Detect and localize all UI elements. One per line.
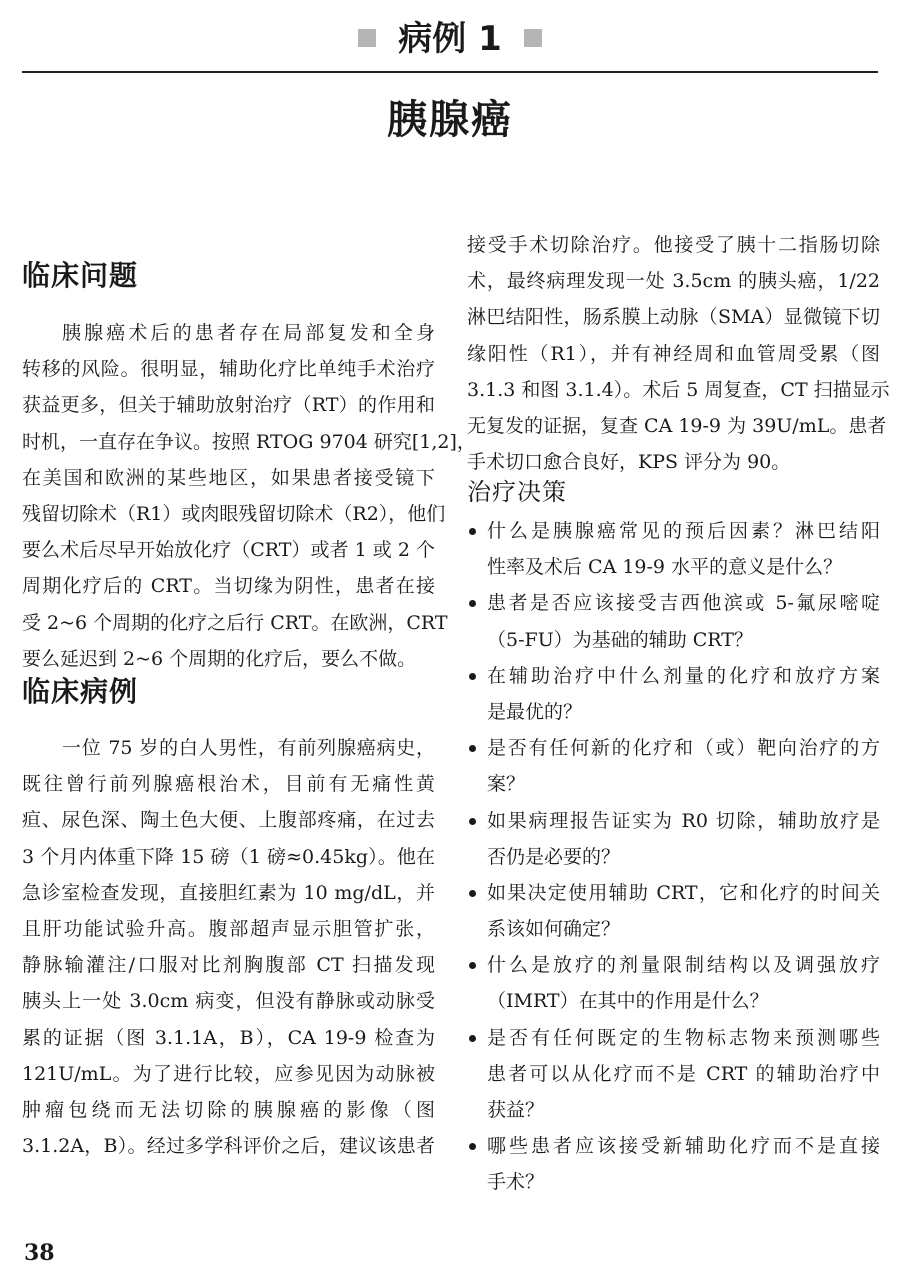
text-line: 121U/mL。为了进行比较，应参见因为动脉被 xyxy=(22,1062,435,1085)
text-line: 转移的风险。很明显，辅助化疗比单纯手术治疗 xyxy=(22,358,435,381)
text-line: 要么术后尽早开始放化疗（CRT）或者 1 或 2 个 xyxy=(22,539,435,562)
text-line: 如果决定使用辅助 CRT，它和化疗的时间关 xyxy=(487,881,880,904)
text-line: 一位 75 岁的白人男性，有前列腺癌病史， xyxy=(62,737,435,759)
bullet-icon xyxy=(469,745,476,752)
text-line: 是最优的？ xyxy=(487,700,583,723)
text-line: 且肝功能试验升高。腹部超声显示胆管扩张， xyxy=(22,917,435,940)
list-item xyxy=(467,875,880,947)
text-line: 患者是否应该接受吉西他滨或 5-氟尿嘧啶 xyxy=(487,592,880,615)
text-line: 在美国和欧洲的某些地区，如果患者接受镜下 xyxy=(22,466,435,489)
bullet-icon xyxy=(469,962,476,969)
text-line: 3.1.3 和图 3.1.4）。术后 5 周复查，CT 扫描显示 xyxy=(467,378,890,401)
heading-clinical-case: 临床病例 xyxy=(22,675,139,708)
text-line: 获益？ xyxy=(487,1099,545,1121)
heading-treatment-decisions: 治疗决策 xyxy=(467,478,567,506)
text-line: 患者可以从化疗而不是 CRT 的辅助治疗中 xyxy=(487,1062,880,1085)
bullet-icon xyxy=(469,890,476,897)
list-item xyxy=(467,730,880,802)
text-line: 哪些患者应该接受新辅助化疗而不是直接 xyxy=(487,1135,880,1158)
text-line: 胰头上一处 3.0cm 病变，但没有静脉或动脉受 xyxy=(22,990,435,1013)
text-line: 什么是胰腺癌常见的预后因素？淋巴结阳 xyxy=(487,520,880,542)
bullet-icon xyxy=(469,1035,476,1042)
text-line: 急诊室检查发现，直接胆红素为 10 mg/dL，并 xyxy=(22,881,435,904)
text-line: 既往曾行前列腺癌根治术，目前有无痛性黄 xyxy=(22,773,435,796)
text-line: 淋巴结阳性，肠系膜上动脉（SMA）显微镜下切 xyxy=(467,306,880,329)
text-line: 要么延迟到 2~6 个周期的化疗后，要么不做。 xyxy=(22,647,417,670)
list-item xyxy=(467,513,880,585)
text-line: 疸、尿色深、陶土色大便、上腹部疼痛，在过去 xyxy=(22,809,435,832)
text-line: 静脉输灌注/口服对比剂胸腹部 CT 扫描发现 xyxy=(22,954,435,977)
page-title: 胰腺癌 xyxy=(387,97,513,143)
text-line: 系该如何确定？ xyxy=(487,918,621,941)
clinical-question-paragraph xyxy=(22,315,476,677)
text-line: 累的证据（图 3.1.1A，B），CA 19-9 检查为 xyxy=(22,1026,435,1049)
text-line: 性率及术后 CA 19-9 水平的意义是什么？ xyxy=(487,556,843,579)
text-line: 否仍是必要的？ xyxy=(487,845,621,868)
list-item xyxy=(467,585,880,657)
text-line: 手术？ xyxy=(487,1171,545,1194)
text-line: 3.1.2A，B）。经过多学科评价之后，建议该患者 xyxy=(22,1135,435,1158)
text-line: 是否有任何新的化疗和（或）靶向治疗的方 xyxy=(487,737,880,760)
clinical-case-continued xyxy=(467,227,890,480)
square-ornament-icon xyxy=(524,29,542,47)
square-ornament-icon xyxy=(358,29,376,47)
header-rule xyxy=(22,71,878,73)
page-number: 38 xyxy=(24,1240,55,1266)
clinical-case-paragraph xyxy=(22,730,435,1164)
bullet-icon xyxy=(469,673,476,680)
text-line: （IMRT）在其中的作用是什么？ xyxy=(487,990,769,1013)
text-line: 缘阳性（R1），并有神经周和血管周受累（图 xyxy=(467,342,880,365)
text-line: 在辅助治疗中什么剂量的化疗和放疗方案 xyxy=(487,664,880,687)
text-line: 肿瘤包绕而无法切除的胰腺癌的影像（图 xyxy=(22,1098,435,1121)
bullet-icon xyxy=(469,818,476,825)
bullet-icon xyxy=(469,1143,476,1150)
text-line: 如果病理报告证实为 R0 切除，辅助放疗是 xyxy=(487,809,880,832)
text-line: 手术切口愈合良好，KPS 评分为 90。 xyxy=(467,451,791,474)
text-line: 案？ xyxy=(487,773,526,796)
list-item xyxy=(467,803,880,875)
text-line: 残留切除术（R1）或肉眼残留切除术（R2），他们 xyxy=(22,502,446,525)
list-item xyxy=(467,658,880,730)
list-item xyxy=(467,1128,880,1200)
text-line: （5-FU）为基础的辅助 CRT？ xyxy=(487,628,753,651)
list-item xyxy=(467,947,880,1019)
text-line: 时机，一直存在争议。按照 RTOG 9704 研究[1,2]， xyxy=(22,430,476,453)
treatment-decisions-list xyxy=(467,513,880,1201)
text-line: 无复发的证据，复查 CA 19-9 为 39U/mL。患者 xyxy=(467,414,887,437)
text-line: 受 2~6 个周期的化疗之后行 CRT。在欧洲，CRT xyxy=(22,611,448,634)
text-line: 胰腺癌术后的患者存在局部复发和全身 xyxy=(62,322,435,344)
text-line: 周期化疗后的 CRT。当切缘为阴性，患者在接 xyxy=(22,575,435,598)
text-line: 接受手术切除治疗。他接受了胰十二指肠切除 xyxy=(467,234,880,256)
heading-clinical-question: 临床问题 xyxy=(22,259,139,292)
text-line: 术，最终病理发现一处 3.5cm 的胰头癌，1/22 xyxy=(467,270,880,293)
case-label: 病例 1 xyxy=(398,19,502,59)
text-line: 3 个月内体重下降 15 磅（1 磅≈0.45kg）。他在 xyxy=(22,845,435,868)
case-header xyxy=(0,14,900,64)
text-line: 获益更多，但关于辅助放射治疗（RT）的作用和 xyxy=(22,394,435,417)
bullet-icon xyxy=(469,600,476,607)
text-line: 什么是放疗的剂量限制结构以及调强放疗 xyxy=(487,954,880,977)
bullet-icon xyxy=(469,528,476,535)
list-item xyxy=(467,1020,880,1129)
text-line: 是否有任何既定的生物标志物来预测哪些 xyxy=(487,1026,880,1049)
